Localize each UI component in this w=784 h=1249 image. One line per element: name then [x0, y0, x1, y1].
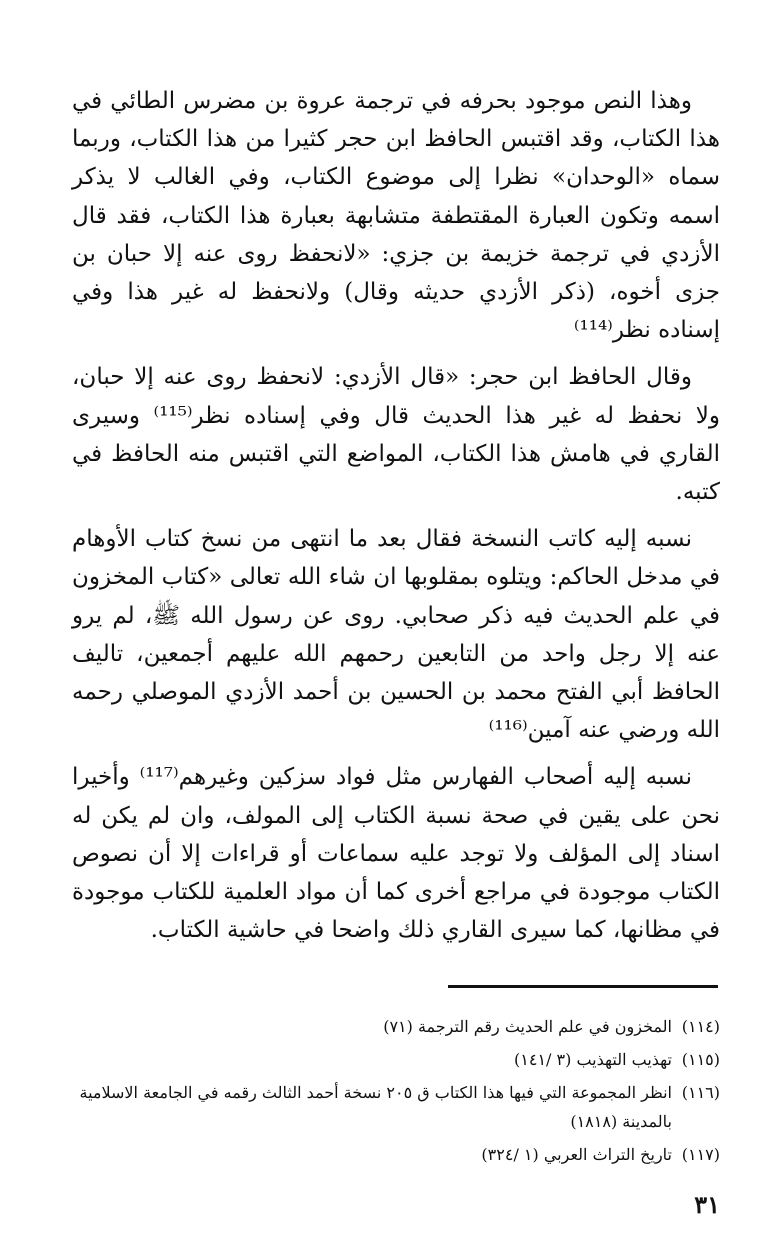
main-text — [72, 82, 720, 958]
footnote — [72, 1012, 720, 1041]
footnote-separator — [448, 985, 718, 988]
footnote-number: (١١٥) — [681, 1050, 720, 1069]
footnote-number: (١١٦) — [681, 1083, 720, 1102]
footnote-text: تاريخ التراث العربي (١ /٣٢٤) — [481, 1145, 672, 1164]
footnote — [72, 1078, 720, 1136]
page-number: ٣١ — [694, 1190, 720, 1219]
footnote-text: تهذيب التهذيب (٣ /١٤١) — [514, 1050, 672, 1069]
footnotes — [72, 1012, 720, 1173]
paragraph: نسبه إليه أصحاب الفهارس مثل فواد سزكين وغيرهم⁽¹¹⁷⁾ وأخيرا نحن على يقين في صحة نسبة الكتاب إلى المولف، وان لم يكن له اسناد إلى المؤلف ولا توجد عليه سماعات أو قراءات إلا أن نصوص الكتاب موجودة في مراجع أخرى كما أن مواد العلمية للكتاب موجودة في مظانها، كما سيرى القاري ذلك واضحا في حاشية الكتاب. — [72, 764, 720, 944]
footnote — [72, 1045, 720, 1074]
footnote-number: (١١٤) — [681, 1017, 720, 1036]
footnote-text: المخزون في علم الحديث رقم الترجمة (٧١) — [383, 1017, 672, 1036]
footnote-text: انظر المجموعة التي فيها هذا الكتاب ق ٢٠٥ نسخة أحمد الثالث رقمه في الجامعة الاسلامية بالمدينة (١٨١٨) — [79, 1083, 672, 1131]
paragraph: نسبه إليه كاتب النسخة فقال بعد ما انتهى من نسخ كتاب الأوهام في مدخل الحاكم: ويتلوه بمقلوبها ان شاء الله تعالى «كتاب المخزون في علم الحديث فيه ذكر صحابي. روى عن رسول الله ﷺ، لم يرو عنه إلا رجل واحد من التابعين رحمهم الله عليهم أجمعين، تاليف الحافظ أبي الفتح محمد بن الحسين بن أحمد الأزدي الموصلي رحمه الله ورضي عنه آمين⁽¹¹⁶⁾ — [72, 526, 720, 744]
paragraph: وهذا النص موجود بحرفه في ترجمة عروة بن مضرس الطائي في هذا الكتاب، وقد اقتبس الحافظ ابن حجر كثيرا من هذا الكتاب، وربما سماه «الوحدان» نظرا إلى موضوع الكتاب، وفي الغالب لا يذكر اسمه وتكون العبارة المقتطفة متشابهة بعبارة هذا الكتاب، فقد قال الأزدي في ترجمة خزيمة بن جزي: «لانحفظ روى عنه إلا حبان بن جزى أخوه، (ذكر الأزدي حديثه وقال) ولانحفظ له غير هذا وفي إسناده نظر⁽¹¹⁴⁾ — [72, 88, 720, 344]
paragraph: وقال الحافظ ابن حجر: «قال الأزدي: لانحفظ روى عنه إلا حبان، ولا نحفظ له غير هذا الحديث قال وفي إسناده نظر⁽¹¹⁵⁾ وسيرى القاري في هامش هذا الكتاب، المواضع التي اقتبس منه الحافظ في كتبه. — [72, 364, 720, 506]
footnote-number: (١١٧) — [681, 1145, 720, 1164]
footnote — [72, 1140, 720, 1169]
